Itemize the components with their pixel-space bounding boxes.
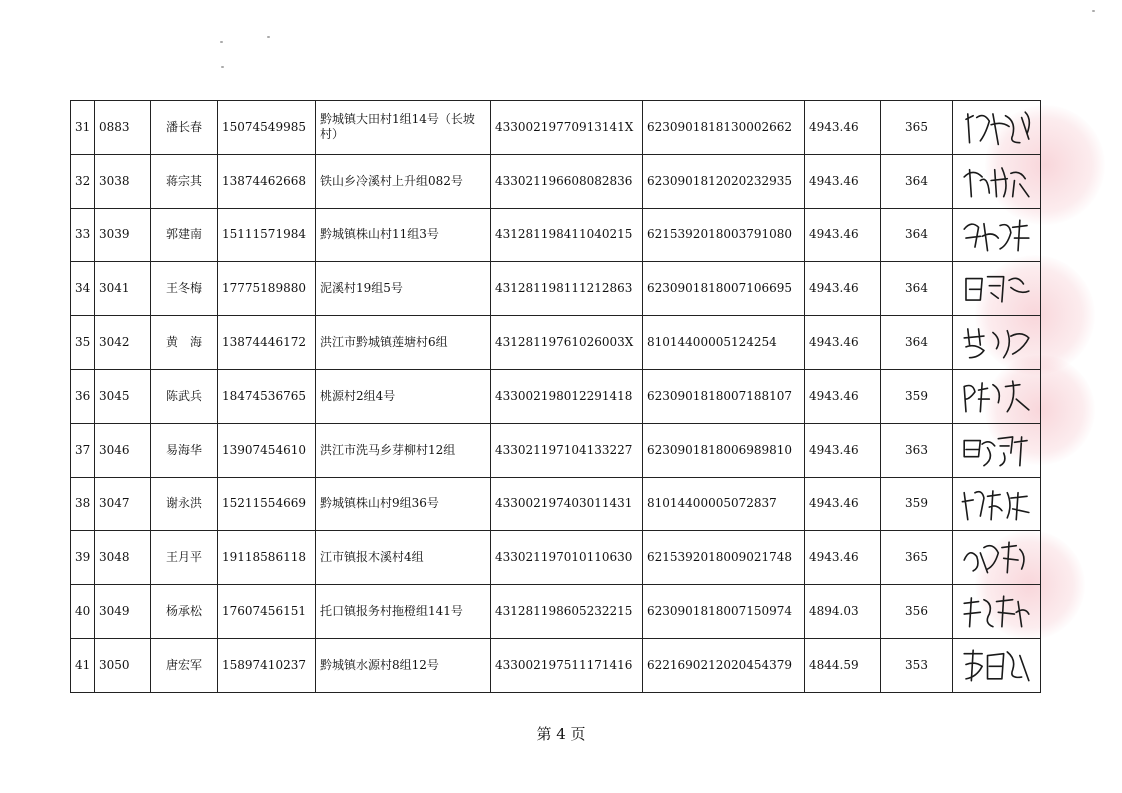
scan-speck [267,36,270,38]
scan-speck [1092,10,1095,12]
handwritten-signature [957,531,1036,584]
signature-cell [953,477,1041,531]
signature-stroke [966,277,1029,302]
days-count: 364 [881,154,953,208]
worker-name: 潘长春 [151,101,218,155]
row-number: 40 [71,585,95,639]
payment-amount: 4943.46 [805,423,881,477]
signature-cell [953,316,1041,370]
home-address: 黔城镇株山村9组36号 [316,477,491,531]
worker-name: 黄 海 [151,316,218,370]
bank-account-number: 6215392018003791080 [643,208,805,262]
signature-cell [953,208,1041,262]
worker-name: 易海华 [151,423,218,477]
phone-number: 15211554669 [218,477,316,531]
row-number: 39 [71,531,95,585]
worker-name: 郭建南 [151,208,218,262]
id-card-number: 433021197010110630 [491,531,643,585]
phone-number: 15111571984 [218,208,316,262]
bank-account-number: 81014400005072837 [643,477,805,531]
table-row [71,531,1041,585]
signature-stroke [964,329,1029,358]
table-row [71,585,1041,639]
page-number: 第 4 页 [536,725,586,743]
id-card-number: 431281198605232215 [491,585,643,639]
days-count: 363 [881,423,953,477]
days-count: 359 [881,477,953,531]
row-number: 31 [71,101,95,155]
home-address: 黔城镇大田村1组14号（长坡村） [316,101,491,155]
phone-number: 19118586118 [218,531,316,585]
bank-account-number: 6215392018009021748 [643,531,805,585]
bank-account-number: 6230901818007188107 [643,369,805,423]
days-count: 364 [881,208,953,262]
table-row [71,208,1041,262]
signature-stroke [964,381,1029,412]
table-row [71,638,1041,692]
handwritten-signature [957,639,1036,692]
bank-account-number: 6230901818007106695 [643,262,805,316]
row-number: 36 [71,369,95,423]
days-count: 359 [881,369,953,423]
row-number: 37 [71,423,95,477]
signature-stroke [964,650,1029,681]
handwritten-signature [957,209,1036,262]
signature-stroke [964,168,1029,197]
worker-code: 3046 [95,423,151,477]
worker-name: 陈武兵 [151,369,218,423]
home-address: 托口镇报务村拖橙组141号 [316,585,491,639]
signature-stroke [966,112,1029,144]
signature-stroke [964,596,1029,627]
id-card-number: 43300219770913141X [491,101,643,155]
worker-code: 3041 [95,262,151,316]
worker-name: 蒋宗其 [151,154,218,208]
days-count: 353 [881,638,953,692]
worker-name: 谢永洪 [151,477,218,531]
phone-number: 15897410237 [218,638,316,692]
id-card-number: 431281198411040215 [491,208,643,262]
days-count: 364 [881,316,953,370]
table-row [71,101,1041,155]
payment-amount: 4943.46 [805,262,881,316]
worker-name: 王月平 [151,531,218,585]
payment-amount: 4844.59 [805,638,881,692]
row-number: 35 [71,316,95,370]
handwritten-signature [957,316,1036,369]
worker-code: 3048 [95,531,151,585]
payment-amount: 4943.46 [805,101,881,155]
signature-cell [953,585,1041,639]
table-row [71,423,1041,477]
id-card-number: 433021197104133227 [491,423,643,477]
phone-number: 13874446172 [218,316,316,370]
id-card-number: 43128119761026003X [491,316,643,370]
signature-stroke [962,491,1028,520]
roster-table [70,100,1041,693]
signature-stroke [964,437,1027,466]
worker-code: 3042 [95,316,151,370]
payment-amount: 4943.46 [805,477,881,531]
signature-stroke [964,220,1029,251]
worker-code: 3038 [95,154,151,208]
bank-account-number: 6221690212020454379 [643,638,805,692]
row-number: 32 [71,154,95,208]
handwritten-signature [957,262,1036,315]
row-number: 34 [71,262,95,316]
payment-amount: 4943.46 [805,208,881,262]
home-address: 洪江市黔城镇莲塘村6组 [316,316,491,370]
bank-account-number: 6230901818007150974 [643,585,805,639]
signature-stroke [964,543,1024,574]
id-card-number: 433002197403011431 [491,477,643,531]
worker-code: 3039 [95,208,151,262]
table-row [71,369,1041,423]
phone-number: 17607456151 [218,585,316,639]
worker-code: 3045 [95,369,151,423]
worker-code: 0883 [95,101,151,155]
id-card-number: 433002198012291418 [491,369,643,423]
home-address: 黔城镇株山村11组3号 [316,208,491,262]
signature-cell [953,262,1041,316]
worker-name: 王冬梅 [151,262,218,316]
signature-cell [953,101,1041,155]
bank-account-number: 81014400005124254 [643,316,805,370]
handwritten-signature [957,585,1036,638]
handwritten-signature [957,101,1036,154]
signature-cell [953,369,1041,423]
bank-account-number: 6230901818006989810 [643,423,805,477]
home-address: 洪江市洗马乡芽柳村12组 [316,423,491,477]
home-address: 桃源村2组4号 [316,369,491,423]
home-address: 铁山乡冷溪村上升组082号 [316,154,491,208]
scan-speck [220,41,223,43]
scan-speck [221,66,224,68]
bank-account-number: 6230901818130002662 [643,101,805,155]
home-address: 江市镇报木溪村4组 [316,531,491,585]
phone-number: 15074549985 [218,101,316,155]
phone-number: 17775189880 [218,262,316,316]
payment-amount: 4943.46 [805,154,881,208]
payment-amount: 4943.46 [805,369,881,423]
days-count: 364 [881,262,953,316]
handwritten-signature [957,370,1036,423]
row-number: 33 [71,208,95,262]
days-count: 365 [881,101,953,155]
id-card-number: 433021196608082836 [491,154,643,208]
row-number: 41 [71,638,95,692]
worker-code: 3050 [95,638,151,692]
phone-number: 13907454610 [218,423,316,477]
home-address: 黔城镇水源村8组12号 [316,638,491,692]
worker-code: 3049 [95,585,151,639]
worker-code: 3047 [95,477,151,531]
home-address: 泥溪村19组5号 [316,262,491,316]
id-card-number: 431281198111212863 [491,262,643,316]
table-row [71,154,1041,208]
signature-cell [953,423,1041,477]
days-count: 365 [881,531,953,585]
table-row [71,477,1041,531]
worker-name: 杨承松 [151,585,218,639]
handwritten-signature [957,424,1036,477]
table-row [71,262,1041,316]
table-row [71,316,1041,370]
days-count: 356 [881,585,953,639]
bank-account-number: 6230901812020232935 [643,154,805,208]
payment-amount: 4894.03 [805,585,881,639]
phone-number: 13874462668 [218,154,316,208]
row-number: 38 [71,477,95,531]
payment-amount: 4943.46 [805,531,881,585]
payment-amount: 4943.46 [805,316,881,370]
id-card-number: 433002197511171416 [491,638,643,692]
phone-number: 18474536765 [218,369,316,423]
signature-cell [953,638,1041,692]
worker-name: 唐宏军 [151,638,218,692]
signature-cell [953,531,1041,585]
handwritten-signature [957,155,1036,208]
handwritten-signature [957,478,1036,531]
signature-cell [953,154,1041,208]
